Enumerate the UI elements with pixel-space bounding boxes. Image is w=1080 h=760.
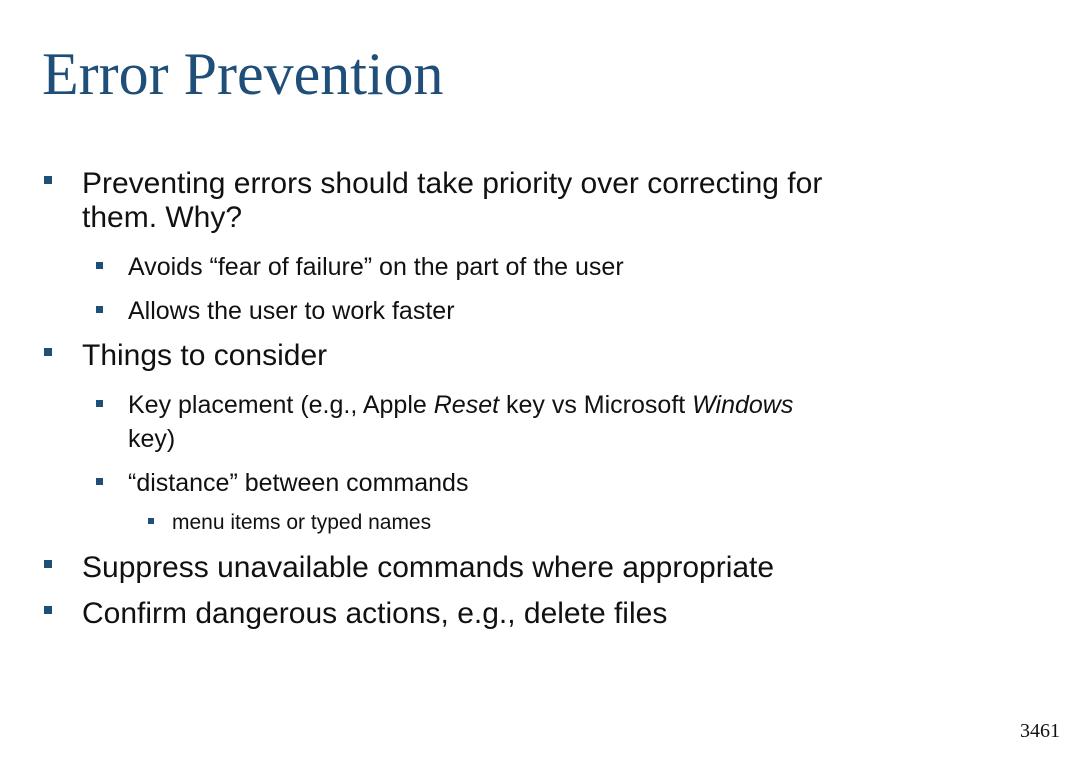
bullet-marker bbox=[96, 478, 103, 485]
bullet-marker bbox=[44, 560, 52, 568]
bullet-marker bbox=[44, 606, 52, 614]
bullet-marker bbox=[44, 176, 52, 184]
bullet-2-sub-2: “distance” between commands bbox=[128, 469, 469, 497]
bullet-4: Confirm dangerous actions, e.g., delete files bbox=[82, 597, 668, 630]
bullet-marker bbox=[96, 306, 103, 313]
bullet-2-sub-1-line-2: key) bbox=[128, 425, 176, 453]
italic-term: Windows bbox=[692, 391, 794, 419]
text-run: Key placement (e.g., Apple bbox=[128, 391, 434, 419]
bullet-1-line-2: them. Why? bbox=[82, 201, 243, 234]
slide-number: 3461 bbox=[1020, 720, 1060, 742]
bullet-2-sub-2-sub-1: menu items or typed names bbox=[172, 511, 432, 534]
bullet-2-sub-1-line-1 bbox=[128, 390, 793, 421]
bullet-1-line-1: Preventing errors should take priority over correcting for bbox=[82, 167, 823, 200]
bullet-marker bbox=[44, 348, 52, 356]
bullet-marker bbox=[148, 518, 154, 524]
text-run: key vs Microsoft bbox=[499, 391, 693, 419]
bullet-3: Suppress unavailable commands where appropriate bbox=[82, 551, 775, 584]
bullet-marker bbox=[96, 400, 103, 407]
bullet-marker bbox=[96, 262, 103, 269]
slide-title: Error Prevention bbox=[42, 41, 444, 107]
bullet-2: Things to consider bbox=[82, 339, 328, 372]
bullet-1-sub-2: Allows the user to work faster bbox=[128, 297, 455, 325]
italic-term: Reset bbox=[433, 391, 500, 419]
bullet-1-sub-1: Avoids “fear of failure” on the part of the user bbox=[128, 253, 624, 281]
